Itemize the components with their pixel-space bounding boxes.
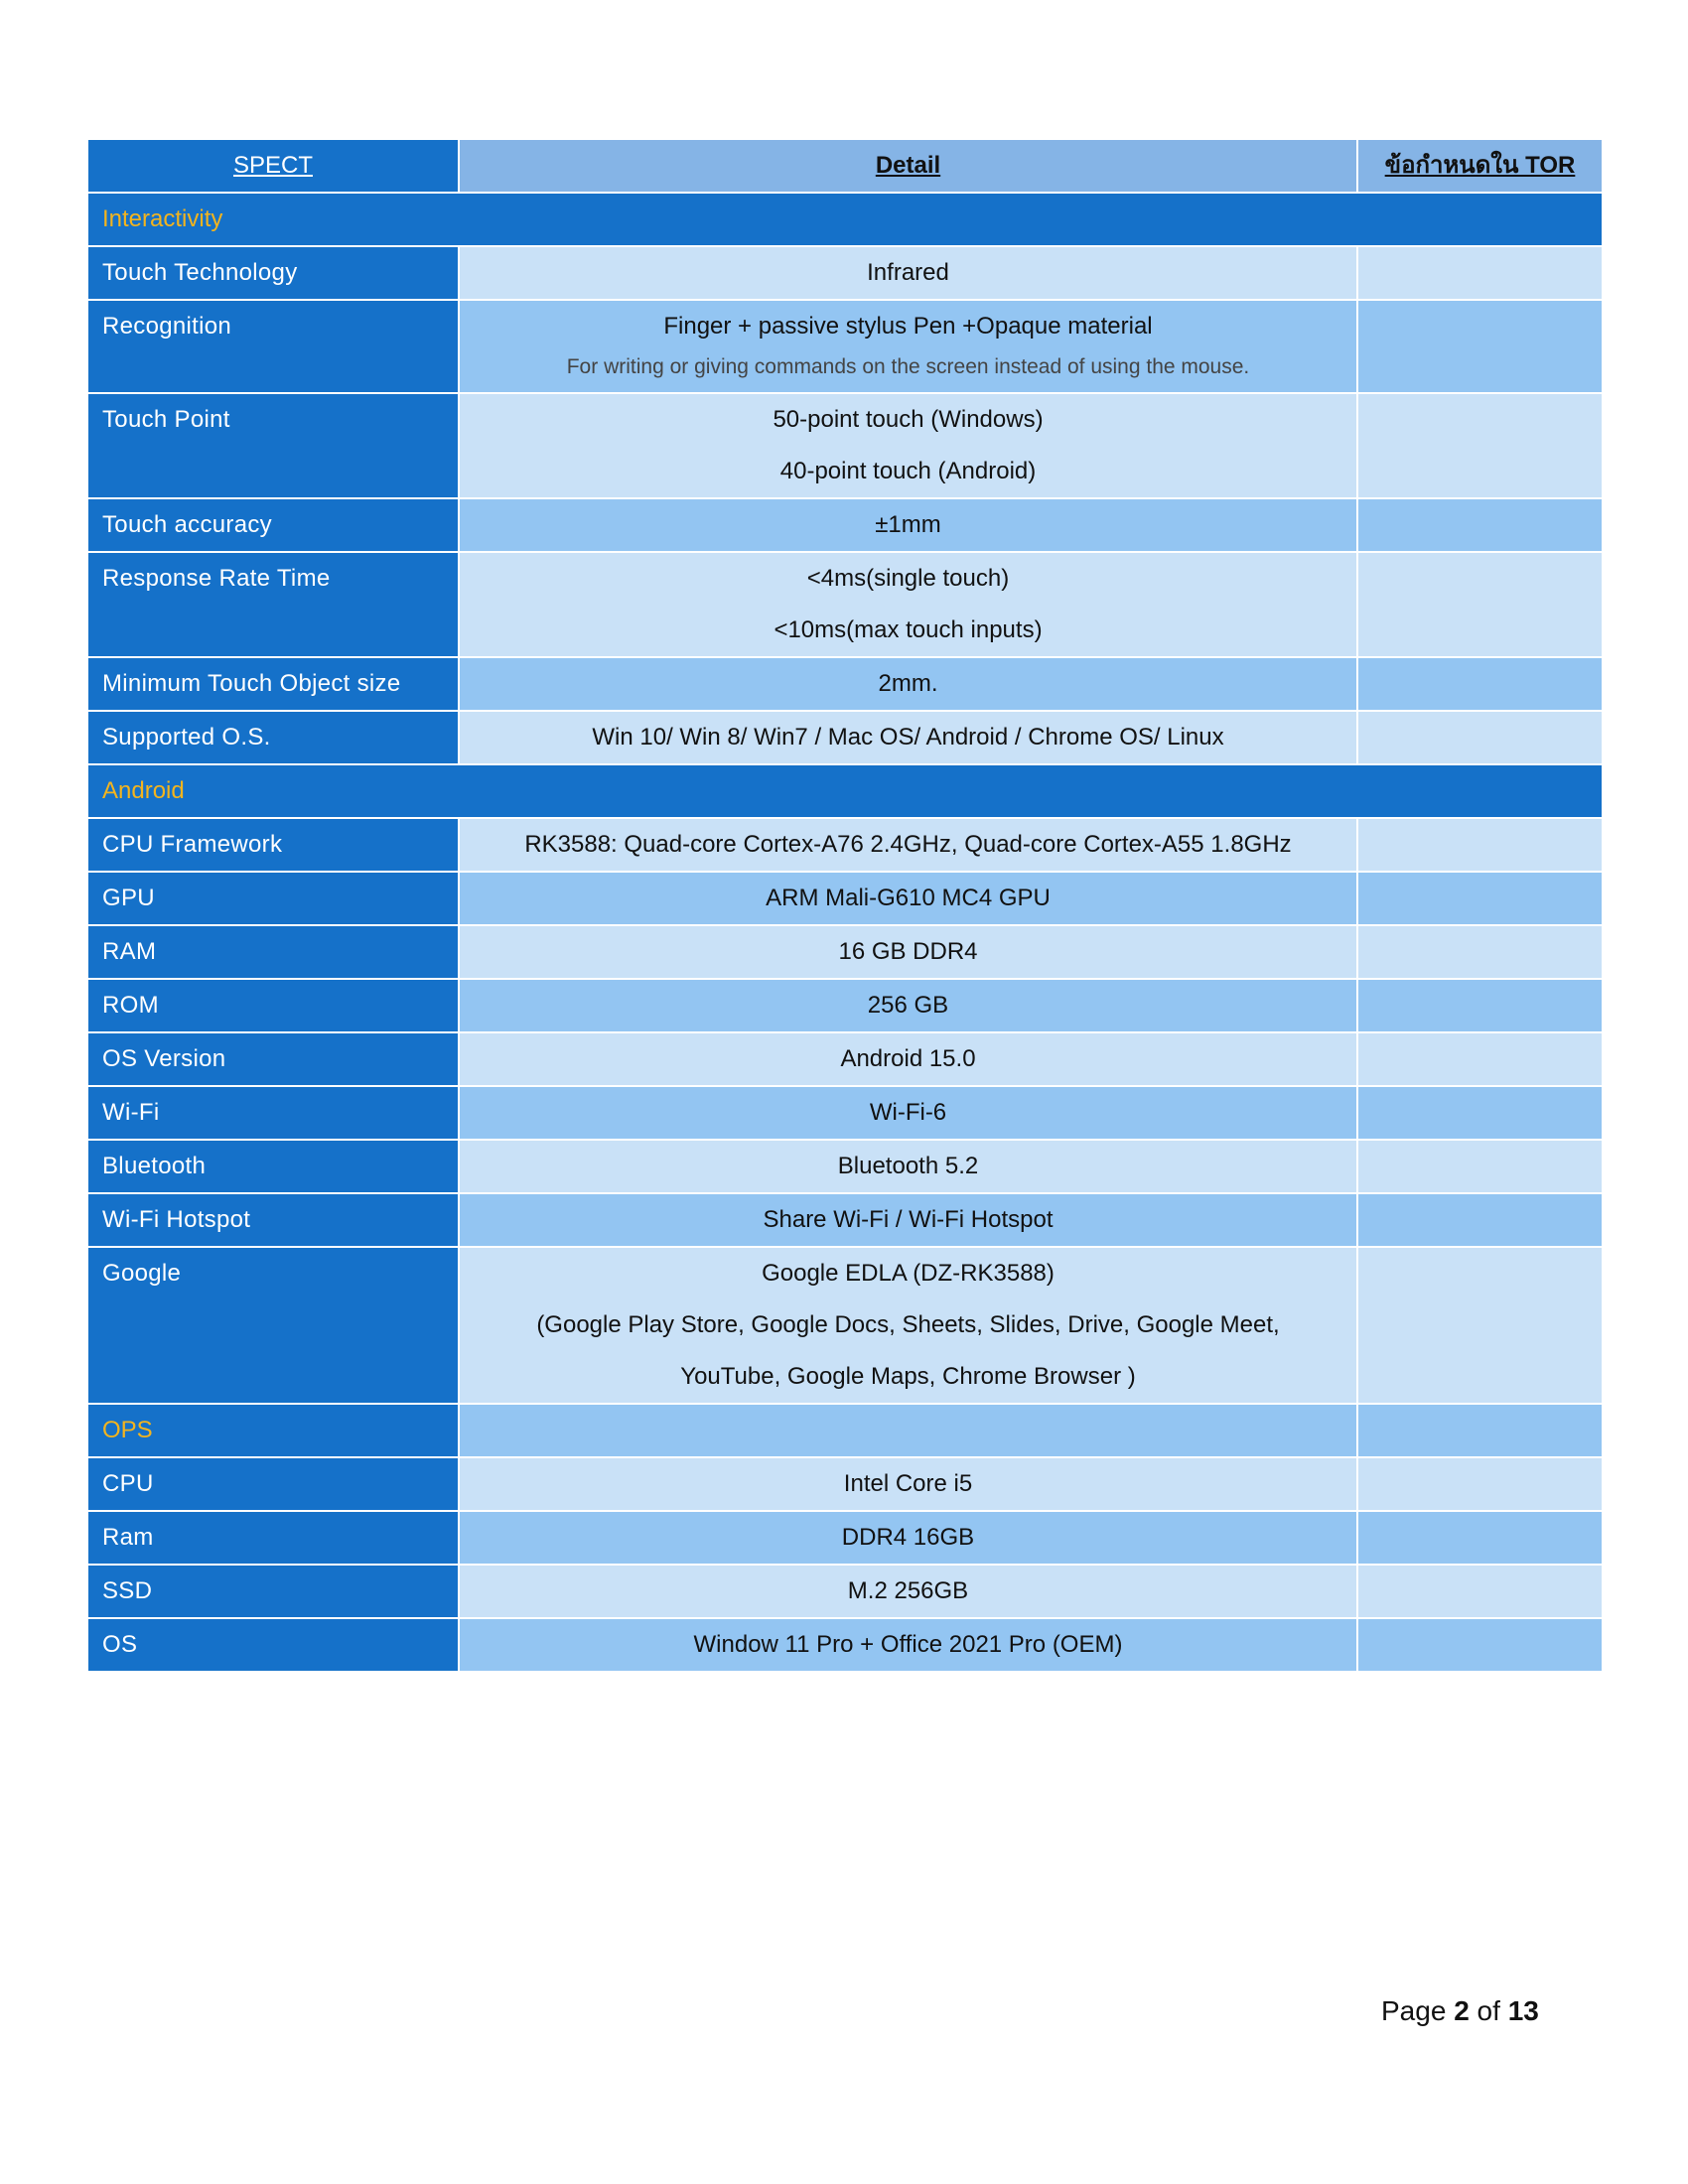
spec-name: Minimum Touch Object size (87, 657, 459, 711)
table-row (87, 1140, 1603, 1193)
tor-cell (1357, 1457, 1603, 1511)
spec-detail (459, 498, 1357, 552)
tor-cell (1357, 393, 1603, 498)
tor-cell (1357, 1086, 1603, 1140)
header-tor: ข้อกำหนดใน TOR (1357, 139, 1603, 193)
detail-line: Android 15.0 (840, 1045, 976, 1072)
header-spect: SPECT (87, 139, 459, 193)
detail-line: 16 GB DDR4 (838, 938, 978, 965)
spec-name: GPU (87, 872, 459, 925)
spec-detail (459, 1565, 1357, 1618)
detail-line: Infrared (867, 259, 949, 286)
section-title: OPS (87, 1404, 459, 1457)
table-row (87, 1618, 1603, 1672)
table-row (87, 393, 1603, 498)
tor-cell (1357, 1140, 1603, 1193)
table-row (87, 657, 1603, 711)
detail-line: 2mm. (878, 670, 938, 697)
detail-line: <4ms(single touch) (806, 565, 1010, 592)
spec-name: Ram (87, 1511, 459, 1565)
spec-detail (459, 979, 1357, 1032)
page-number: Page 2 of 13 (1381, 1995, 1539, 2026)
table-row (87, 818, 1603, 872)
tor-cell (1357, 1565, 1603, 1618)
section-title: Interactivity (87, 193, 1603, 246)
tor-cell (1357, 1032, 1603, 1086)
table-row (87, 872, 1603, 925)
table-row (87, 1565, 1603, 1618)
tor-cell (1357, 1193, 1603, 1247)
detail-note: For writing or giving commands on the screen instead of using the mouse. (566, 355, 1250, 378)
tor-cell (1357, 552, 1603, 657)
tor-cell (1357, 498, 1603, 552)
tor-cell (1357, 979, 1603, 1032)
spec-name: Wi-Fi (87, 1086, 459, 1140)
spec-name: ROM (87, 979, 459, 1032)
table-row (87, 552, 1603, 657)
detail-line: Google EDLA (DZ-RK3588) (762, 1260, 1055, 1287)
spec-name: Recognition (87, 300, 459, 393)
spec-detail (459, 1032, 1357, 1086)
table-row (87, 1457, 1603, 1511)
detail-line: M.2 256GB (847, 1577, 969, 1604)
detail-line: Intel Core i5 (843, 1470, 973, 1497)
spec-name: Supported O.S. (87, 711, 459, 764)
spec-detail (459, 1247, 1357, 1404)
spec-name: Touch Point (87, 393, 459, 498)
table-row (87, 711, 1603, 764)
spec-detail (459, 246, 1357, 300)
table-row (87, 1086, 1603, 1140)
detail-line: 256 GB (867, 992, 949, 1019)
spec-detail (459, 711, 1357, 764)
detail-line: 50-point touch (Windows) (773, 406, 1044, 433)
detail-line: Window 11 Pro + Office 2021 Pro (OEM) (693, 1631, 1123, 1658)
spec-detail (459, 657, 1357, 711)
section-tor-cell (1357, 1404, 1603, 1457)
tor-cell (1357, 818, 1603, 872)
detail-line: Wi-Fi-6 (869, 1099, 947, 1126)
detail-line: <10ms(max touch inputs) (774, 616, 1043, 643)
detail-line: Win 10/ Win 8/ Win7 / Mac OS/ Android / Chrome OS/ Linux (592, 724, 1224, 751)
spec-detail (459, 1618, 1357, 1672)
detail-line: YouTube, Google Maps, Chrome Browser ) (680, 1363, 1136, 1390)
detail-line: Finger + passive stylus Pen +Opaque material (663, 313, 1153, 340)
spec-name: CPU (87, 1457, 459, 1511)
table-row (87, 1511, 1603, 1565)
spec-name: SSD (87, 1565, 459, 1618)
spec-detail (459, 1511, 1357, 1565)
detail-line: Bluetooth 5.2 (837, 1153, 979, 1179)
spec-name: Touch Technology (87, 246, 459, 300)
spec-name: CPU Framework (87, 818, 459, 872)
spec-name: Touch accuracy (87, 498, 459, 552)
tor-cell (1357, 925, 1603, 979)
section-row (87, 193, 1603, 246)
detail-line: ±1mm (875, 511, 941, 538)
table-row (87, 498, 1603, 552)
spec-detail (459, 1140, 1357, 1193)
spec-detail (459, 1193, 1357, 1247)
spec-detail (459, 300, 1357, 393)
tor-cell (1357, 1511, 1603, 1565)
tor-cell (1357, 1247, 1603, 1404)
spec-name: Wi-Fi Hotspot (87, 1193, 459, 1247)
tor-cell (1357, 657, 1603, 711)
section-row (87, 1404, 1603, 1457)
spec-name: RAM (87, 925, 459, 979)
spec-detail (459, 872, 1357, 925)
spec-name: OS Version (87, 1032, 459, 1086)
detail-line: DDR4 16GB (841, 1524, 975, 1551)
table-row (87, 979, 1603, 1032)
spec-detail (459, 1086, 1357, 1140)
section-title: Android (87, 764, 1603, 818)
spec-detail (459, 925, 1357, 979)
section-row (87, 764, 1603, 818)
spec-name: OS (87, 1618, 459, 1672)
spec-name: Google (87, 1247, 459, 1404)
detail-line: (Google Play Store, Google Docs, Sheets, Slides, Drive, Google Meet, (536, 1311, 1280, 1338)
table-header-row (87, 139, 1603, 193)
spec-detail (459, 818, 1357, 872)
section-detail-cell (459, 1404, 1357, 1457)
header-detail: Detail (459, 139, 1357, 193)
spec-table (86, 138, 1604, 1673)
table-row (87, 246, 1603, 300)
tor-cell (1357, 872, 1603, 925)
spec-name: Bluetooth (87, 1140, 459, 1193)
detail-line: 40-point touch (Android) (779, 458, 1037, 484)
table-row (87, 1247, 1603, 1404)
table-row (87, 1193, 1603, 1247)
table-row (87, 925, 1603, 979)
detail-line: ARM Mali-G610 MC4 GPU (766, 885, 1051, 911)
spec-name: Response Rate Time (87, 552, 459, 657)
spec-detail (459, 393, 1357, 498)
tor-cell (1357, 711, 1603, 764)
table-row (87, 1032, 1603, 1086)
detail-line: RK3588: Quad-core Cortex-A76 2.4GHz, Quad-core Cortex-A55 1.8GHz (524, 831, 1292, 858)
spec-detail (459, 552, 1357, 657)
tor-cell (1357, 1618, 1603, 1672)
detail-line: Share Wi-Fi / Wi-Fi Hotspot (763, 1206, 1054, 1233)
table-row (87, 300, 1603, 393)
spec-detail (459, 1457, 1357, 1511)
tor-cell (1357, 300, 1603, 393)
tor-cell (1357, 246, 1603, 300)
